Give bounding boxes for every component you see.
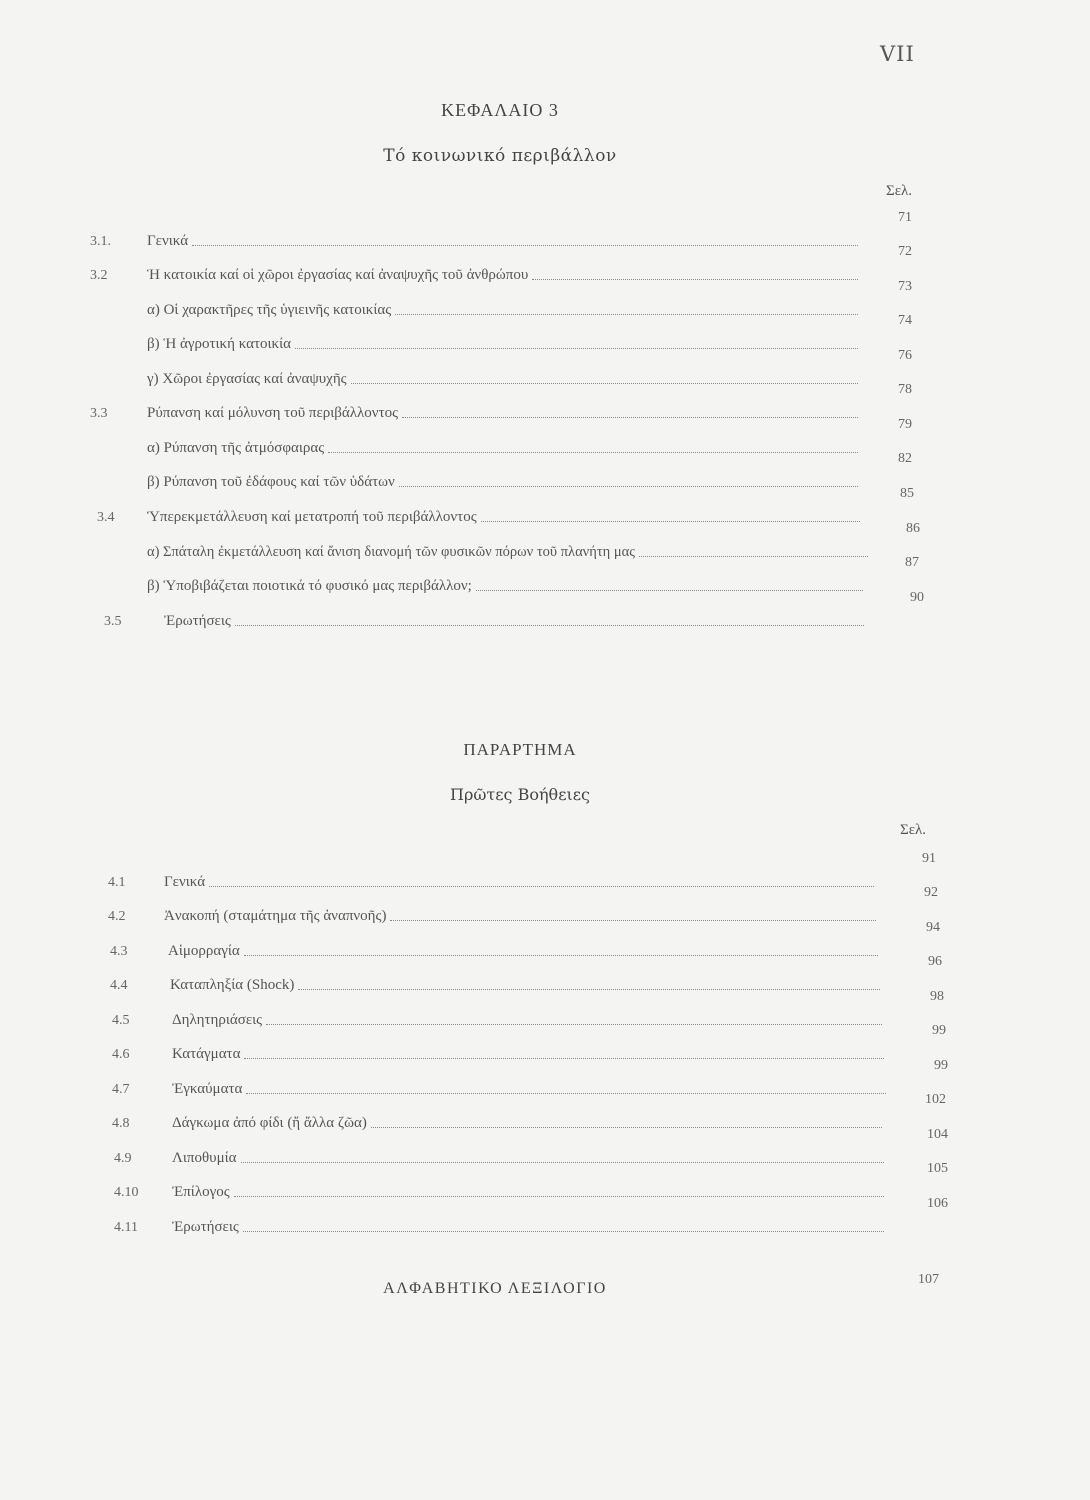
toc-entry <box>112 1058 948 1098</box>
toc-entry-label: Λιποθυμία <box>172 1150 237 1166</box>
toc-entry-label: β) Ρύπανση τοῦ ἐδάφους καί τῶν ὑδάτων <box>147 474 395 490</box>
leader-dots <box>244 1058 884 1059</box>
toc-entry-label: Ἐρωτήσεις <box>172 1219 239 1235</box>
toc-entry-number: 4.7 <box>112 1082 130 1097</box>
toc-entry-page: 92 <box>924 885 938 900</box>
toc-entry-page: 71 <box>898 210 912 225</box>
toc-entry <box>110 920 940 960</box>
toc-entry-number: 4.9 <box>114 1151 132 1166</box>
toc-entry-label: α) Οἱ χαρακτῆρες τῆς ὑγιεινῆς κατοικίας <box>147 302 392 318</box>
toc-entry-number: 4.11 <box>114 1220 138 1235</box>
toc-entry <box>90 382 912 422</box>
toc-entry <box>114 1127 948 1167</box>
leader-dots <box>328 452 858 453</box>
toc-entry-page: 90 <box>910 590 924 605</box>
toc-entry-label: Δηλητηριάσεις <box>172 1012 263 1028</box>
toc-entry <box>147 313 912 353</box>
toc-entry-label: Κατάγματα <box>172 1046 241 1062</box>
chapter-title: ΚΕΦΑΛΑΙΟ 3 <box>441 100 559 120</box>
toc-entry <box>147 555 919 595</box>
toc-entry <box>104 590 924 630</box>
toc-entry-page: 87 <box>905 555 919 570</box>
toc-entry-page: 91 <box>922 851 936 866</box>
leader-dots <box>639 556 868 557</box>
toc-entry <box>147 521 920 561</box>
toc-entry-page: 76 <box>898 348 912 363</box>
leader-dots <box>243 1231 884 1232</box>
toc-entry-number: 4.2 <box>108 909 126 924</box>
leader-dots <box>266 1024 882 1025</box>
leader-dots <box>481 521 860 522</box>
page-number: VII <box>880 42 915 66</box>
toc-entry <box>108 885 938 925</box>
toc-entry <box>147 348 912 388</box>
leader-dots <box>241 1162 884 1163</box>
toc-entry-page: 98 <box>930 989 944 1004</box>
toc-entry-number: 4.5 <box>112 1013 130 1028</box>
toc-entry <box>90 210 912 250</box>
toc-entry-label: α) Ρύπανση τῆς ἀτμόσφαιρας <box>147 440 325 456</box>
toc-entry-page: 99 <box>934 1058 948 1073</box>
toc-entry-label: β) Ἡ ἀγροτική κατοικία <box>147 336 292 352</box>
leader-dots <box>235 625 864 626</box>
toc-entry-page: 102 <box>925 1092 946 1107</box>
toc-entry <box>108 851 936 891</box>
toc-entry <box>147 451 912 491</box>
toc-entry-label: Ἐγκαύματα <box>172 1081 243 1097</box>
toc-entry-number: 3.4 <box>97 510 115 525</box>
toc-entry-label: Ἀνακοπή (σταμάτημα τῆς ἀναπνοῆς) <box>164 908 387 924</box>
leader-dots <box>209 886 874 887</box>
toc-entry <box>147 279 912 319</box>
toc-entry <box>110 954 942 994</box>
toc-entry <box>97 486 914 526</box>
toc-entry-number: 4.4 <box>110 978 128 993</box>
leader-dots <box>402 417 858 418</box>
leader-dots <box>298 989 880 990</box>
toc-entry-label: Ἐρωτήσεις <box>164 613 231 629</box>
toc-entry-page: 105 <box>927 1161 948 1176</box>
leader-dots <box>395 314 858 315</box>
toc-entry <box>90 244 912 284</box>
toc-entry-page: 82 <box>898 451 912 466</box>
toc-entry-label: Δάγκωμα ἀπό φίδι (ἤ ἄλλα ζῶα) <box>172 1115 367 1131</box>
leader-dots <box>295 348 858 349</box>
index-page: 107 <box>918 1272 939 1287</box>
toc-entry <box>114 1196 948 1236</box>
appendix-title: ΠΑΡΑΡΤΗΜΑ <box>463 740 577 759</box>
toc-entry-label: Ἡ κατοικία καί οἱ χῶροι ἐργασίας καί ἀναψυχῆς τοῦ ἀνθρώπου <box>147 267 529 283</box>
toc-entry-label: Γενικά <box>147 233 189 249</box>
leader-dots <box>244 955 878 956</box>
toc-entry-page: 74 <box>898 313 912 328</box>
toc-entry-number: 4.3 <box>110 944 128 959</box>
toc-entry <box>114 1161 948 1201</box>
leader-dots <box>192 245 858 246</box>
toc-entry-number: 4.8 <box>112 1116 130 1131</box>
toc-entry-page: 96 <box>928 954 942 969</box>
toc-entry-label: Γενικά <box>164 874 206 890</box>
toc-entry-page: 78 <box>898 382 912 397</box>
toc-entry-page: 72 <box>898 244 912 259</box>
toc-entry-label: α) Σπάταλη ἐκμετάλλευση καί ἄνιση διανομή τῶν φυσικῶν πόρων τοῦ πλανήτη μας <box>147 544 635 560</box>
toc-entry-page: 94 <box>926 920 940 935</box>
toc-entry-number: 4.6 <box>112 1047 130 1062</box>
leader-dots <box>476 590 863 591</box>
toc-entry <box>147 417 912 457</box>
chapter-page-header: Σελ. <box>886 183 913 199</box>
toc-entry <box>112 989 944 1029</box>
leader-dots <box>399 486 858 487</box>
toc-entry-page: 106 <box>927 1196 948 1211</box>
toc-entry-number: 3.5 <box>104 614 122 629</box>
toc-entry-number: 4.1 <box>108 875 126 890</box>
toc-entry <box>112 1092 946 1132</box>
leader-dots <box>246 1093 886 1094</box>
toc-entry-page: 99 <box>932 1023 946 1038</box>
leader-dots <box>532 279 858 280</box>
leader-dots <box>390 920 876 921</box>
toc-entry-number: 3.2 <box>90 268 108 283</box>
toc-entry-page: 73 <box>898 279 912 294</box>
toc-entry-number: 4.10 <box>114 1185 139 1200</box>
toc-entry-label: Ὑπερεκμετάλλευση καί μετατροπή τοῦ περιβάλλοντος <box>147 509 477 525</box>
toc-entry-label: Ἐπίλογος <box>172 1184 230 1200</box>
toc-entry-number: 3.3 <box>90 406 108 421</box>
toc-entry-page: 86 <box>906 521 920 536</box>
index-title: ΑΛΦΑΒΗΤΙΚΟ ΛΕΞΙΛΟΓΙΟ <box>383 1280 607 1297</box>
leader-dots <box>351 383 858 384</box>
toc-entry-page: 104 <box>927 1127 948 1142</box>
appendix-page-header: Σελ. <box>900 822 927 838</box>
toc-entry-page: 79 <box>898 417 912 432</box>
toc-entry-number: 3.1. <box>90 234 111 249</box>
toc-entry-page: 85 <box>900 486 914 501</box>
leader-dots <box>371 1127 882 1128</box>
toc-entry <box>112 1023 946 1063</box>
toc-entry-label: Καταπληξία (Shock) <box>170 977 295 993</box>
leader-dots <box>234 1196 884 1197</box>
toc-entry-label: γ) Χῶροι ἐργασίας καί ἀναψυχῆς <box>147 371 347 387</box>
toc-entry-label: Ρύπανση καί μόλυνση τοῦ περιβάλλοντος <box>147 405 399 421</box>
chapter-subtitle: Τό κοινωνικό περιβάλλον <box>383 146 617 166</box>
toc-entry-label: Αἱμορραγία <box>168 943 240 959</box>
appendix-subtitle: Πρῶτες Βοήθειες <box>449 785 590 804</box>
toc-entry-label: β) Ὑποβιβάζεται ποιοτικά τό φυσικό μας περιβάλλον; <box>147 578 472 594</box>
